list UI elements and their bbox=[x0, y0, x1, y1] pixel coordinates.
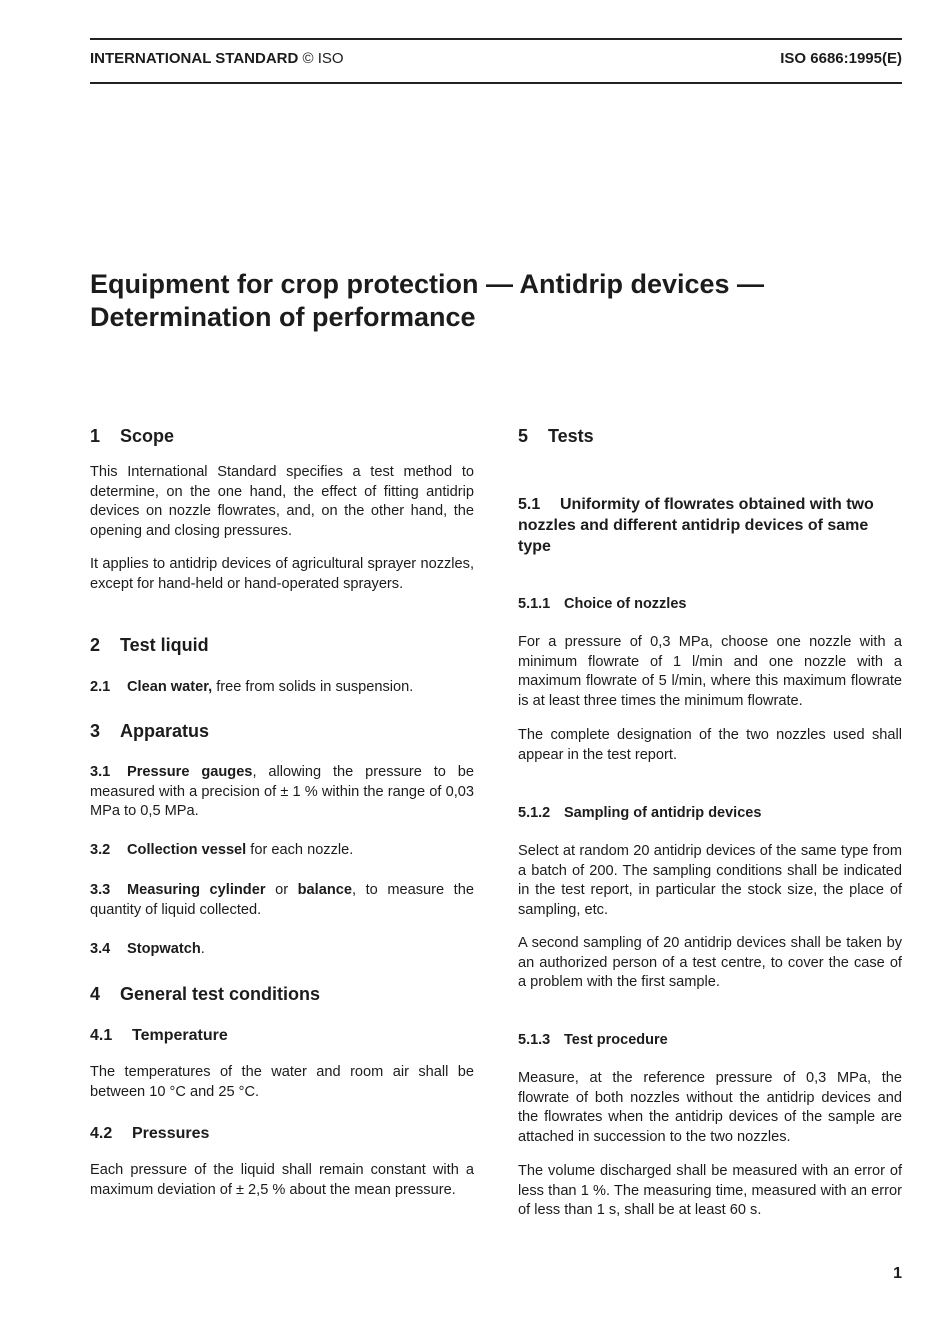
page-number: 1 bbox=[893, 1265, 902, 1282]
clause-3-1: 3.1 Pressure gauges, allowing the pressure to be measured with a precision of ± 1 % within the range of 0,03 MPa to 0,5 MPa. bbox=[90, 764, 475, 819]
document-title-line-2: Determination of performance bbox=[90, 302, 476, 332]
clause-3-3: 3.3 Measuring cylinder or balance, to measure the quantity of liquid collected. bbox=[90, 882, 474, 918]
subsection-4-2-heading: 4.2 Pressures bbox=[90, 1125, 210, 1142]
section-5-heading: 5 Tests bbox=[518, 426, 594, 446]
subsection-5-1-heading: 5.1 Uniformity of flowrates obtained with two nozzles and different antidrip devices of same type bbox=[518, 496, 874, 555]
subsection-5-1-2-heading: 5.1.2 Sampling of antidrip devices bbox=[518, 805, 762, 821]
section-4-heading: 4 General test conditions bbox=[90, 984, 321, 1004]
clause-3-2: 3.2 Collection vessel for each nozzle. bbox=[90, 842, 354, 858]
section-3-heading: 3 Apparatus bbox=[90, 721, 210, 741]
section-2-heading: 2 Test liquid bbox=[90, 635, 209, 655]
document-title bbox=[90, 268, 910, 334]
subsection-5-1-1-heading: 5.1.1 Choice of nozzles bbox=[518, 596, 687, 612]
subsection-4-1-heading: 4.1 Temperature bbox=[90, 1027, 228, 1044]
header-standard-number: ISO 6686:1995(E) bbox=[780, 50, 902, 67]
subsection-5-1-3-heading: 5.1.3 Test procedure bbox=[518, 1032, 668, 1048]
clause-3-4: 3.4 Stopwatch. bbox=[90, 941, 205, 957]
header-standard-label bbox=[90, 50, 344, 67]
subsection-4-1-paragraph: The temperatures of the water and room air shall be between 10 °C and 25 °C. bbox=[90, 1064, 474, 1100]
subsection-5-1-1-paragraph-2: The complete designation of the two nozzles used shall appear in the test report. bbox=[518, 727, 902, 763]
document-title-line-1: Equipment for crop protection — Antidrip devices — bbox=[90, 269, 765, 299]
clause-2-1: 2.1 Clean water, free from solids in suspension. bbox=[90, 679, 414, 695]
subsection-5-1-1-paragraph-1: For a pressure of 0,3 MPa, choose one nozzle with a minimum flowrate of 1 l/min and one nozzle with a maximum flowrate of 5 l/min, where this maximum flowrate is at least three times the minimum flowrate. bbox=[518, 634, 902, 709]
header-standard-type: INTERNATIONAL STANDARD bbox=[90, 50, 299, 67]
section-1-heading: 1 Scope bbox=[90, 426, 175, 446]
subsection-5-1-3-paragraph-1: Measure, at the reference pressure of 0,3 MPa, the flowrate of both nozzles without the antidrip devices and the flowrates when the antidrip devices of the sample are attached in succession to the two nozzles. bbox=[518, 1070, 902, 1145]
section-1-paragraph-2: It applies to antidrip devices of agricultural sprayer nozzles, except for hand-held or hand-operated sprayers. bbox=[90, 556, 474, 592]
subsection-5-1-2-paragraph-1: Select at random 20 antidrip devices of the same type from a batch of 200. The sampling conditions shall be indicated in the test report, in particular the stock size, the place of sampling, etc. bbox=[518, 843, 902, 918]
header-copyright: © ISO bbox=[302, 50, 344, 67]
subsection-5-1-3-paragraph-2: The volume discharged shall be measured with an error of less than 1 %. The measuring time, measured with an error of less than 1 s, shall be at least 60 s. bbox=[518, 1163, 902, 1218]
subsection-5-1-2-paragraph-2: A second sampling of 20 antidrip devices shall be taken by an authorized person of a test centre, to cover the case of a problem with the first sample. bbox=[518, 935, 902, 990]
running-header bbox=[90, 38, 902, 84]
subsection-4-2-paragraph: Each pressure of the liquid shall remain constant with a maximum deviation of ± 2,5 % about the mean pressure. bbox=[90, 1162, 474, 1198]
section-1-paragraph-1: This International Standard specifies a test method to determine, on the one hand, the effect of fitting antidrip devices on nozzle flowrates, and, on the other hand, the opening and closing pressures. bbox=[90, 464, 474, 539]
